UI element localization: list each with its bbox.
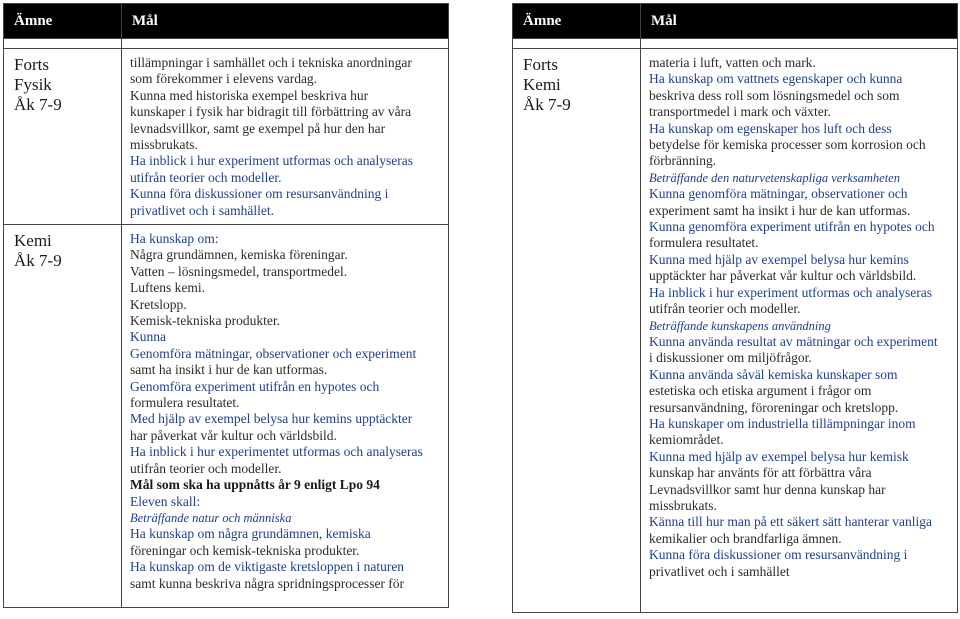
goal-line: privatlivet och i samhället [649,563,790,579]
goal-line: Ha kunskap om vattnets egenskaper och kunna [649,71,903,87]
goal-line: kunskap har använts för att förbättra våra [649,465,872,481]
goal-line: Ha kunskap om egenskaper hos luft och dess [649,120,892,136]
goal-line: Med hjälp av exempel belysa hur kemins upptäckter [130,411,413,427]
goal-line: Ha inblick i hur experiment utformas och analyseras [130,153,414,169]
goal-line: Beträffande kunskapens användning [649,318,831,333]
header-subject: Ämne [4,4,122,39]
goal-line: Beträffande den naturvetenskapliga verksamheten [649,170,900,185]
goal-line: samt ha insikt i hur de kan utformas. [130,362,328,378]
goal-line: Beträffande natur och människa [130,510,292,525]
spacer-cell [513,39,641,49]
goal-line: Kunna med historiska exempel beskriva hur [130,87,369,103]
goal-line: kemiområdet. [649,432,724,448]
goal-line: missbrukats. [130,137,198,153]
subject-cell-kemi-forts [513,49,641,613]
goal-line: Ha inblick i hur experimentet utformas och analyseras [130,444,423,460]
goal-line: Mål som ska ha uppnåtts år 9 enligt Lpo 94 [130,477,380,493]
goal-line: som förekommer i elevens vardag. [130,71,318,87]
goals-cell-kemi [122,225,449,608]
subject-line: Kemi [523,75,561,94]
goal-line: betydelse för kemiska processer som korrosion och [649,137,926,153]
goal-line: formulera resultatet. [130,395,240,411]
goal-line: Kemisk-tekniska produkter. [130,313,280,329]
goal-line: Kunna [130,329,166,345]
goal-line: Ha inblick i hur experiment utformas och analyseras [649,284,933,300]
goal-line: föreningar och kemisk-tekniska produkter. [130,542,360,558]
subject-line: Forts [14,55,49,74]
goal-line: beskriva dess roll som lösningsmedel och som [649,87,900,103]
goal-line: Känna till hur man på ett säkert sätt hanterar vanliga [649,514,933,530]
goal-line: Vatten – lösningsmedel, transportmedel. [130,263,348,279]
subject-line: Fysik [14,75,52,94]
goals-cell-fysik [122,49,449,225]
subject-line: Åk 7-9 [523,95,571,114]
goal-line: kunskaper i fysik har bidragit till förbättring av våra [130,104,412,120]
goal-line: materia i luft, vatten och mark. [649,55,816,70]
goal-line: utifrån teorier och modeller. [130,169,282,185]
goal-line: kemikalier och brandfarliga ämnen. [649,530,842,546]
goal-line: missbrukats. [649,497,717,513]
goal-line: Kunna genomföra experiment utifrån en hypotes och [649,219,935,235]
goal-line: Några grundämnen, kemiska föreningar. [130,247,348,263]
goals-cell-kemi-forts [641,49,958,613]
goal-line: Eleven skall: [130,493,201,509]
goal-line: Kunna föra diskussioner om resursanvändning i [130,186,389,202]
subject-cell-kemi [4,225,122,608]
goal-line: Kunna genomföra mätningar, observationer och [649,186,908,202]
goal-line: transportmedel i mark och växter. [649,104,831,120]
goal-line: Kunna med hjälp av exempel belysa hur kemisk [649,448,909,464]
goal-line: experiment samt ha insikt i hur de kan utformas. [649,202,911,218]
goal-line: levnadsvillkor, samt ge exempel på hur den har [130,120,386,136]
subject-line: Kemi [14,231,52,250]
goal-line: Ha kunskap om: [130,231,219,246]
subject-line: Åk 7-9 [14,251,62,270]
goal-line: Levnadsvillkor samt hur denna kunskap har [649,481,886,497]
goal-line: i diskussioner om miljöfrågor. [649,350,812,366]
spacer-cell [641,39,958,49]
spacer-cell [4,39,122,49]
subject-line: Forts [523,55,558,74]
goal-line: tillämpningar i samhället och i tekniska anordningar [130,55,412,70]
goal-line: utifrån teorier och modeller. [649,301,801,317]
header-goals: Mål [122,4,449,39]
goal-line: utifrån teorier och modeller. [130,460,282,476]
goal-line: resursanvändning, föroreningar och kretslopp. [649,399,899,415]
goal-line: Ha kunskaper om industriella tillämpningar inom [649,415,916,431]
goal-line: estetiska och etiska argument i frågor om [649,383,872,399]
left-curriculum-table [3,3,449,608]
goal-line: Ha kunskap om några grundämnen, kemiska [130,526,371,542]
subject-line: Åk 7-9 [14,95,62,114]
goal-line: Luftens kemi. [130,280,205,296]
goal-line: formulera resultatet. [649,235,759,251]
goal-line: har påverkat vår kultur och världsbild. [130,427,337,443]
goal-line: Kunna föra diskussioner om resursanvändning i [649,547,908,563]
spacer-cell [122,39,449,49]
header-goals: Mål [641,4,958,39]
goal-line: samt kunna beskriva några spridningsprocesser för [130,575,405,591]
goal-line: Genomföra experiment utifrån en hypotes och [130,378,380,394]
right-curriculum-table [512,3,958,613]
header-subject: Ämne [513,4,641,39]
goal-line: Kunna använda såväl kemiska kunskaper som [649,366,898,382]
subject-cell-fysik [4,49,122,225]
goal-line: Genomföra mätningar, observationer och experiment [130,345,417,361]
goal-line: upptäckter har påverkat vår kultur och världsbild. [649,268,917,284]
goal-line: förbränning. [649,153,717,169]
goal-line: Ha kunskap om de viktigaste kretsloppen i naturen [130,559,405,575]
goal-line: privatlivet och i samhället. [130,202,274,218]
goal-line: Kunna med hjälp av exempel belysa hur kemins [649,251,909,267]
goal-line: Kretslopp. [130,296,187,312]
goal-line: Kunna använda resultat av mätningar och experiment [649,333,938,349]
